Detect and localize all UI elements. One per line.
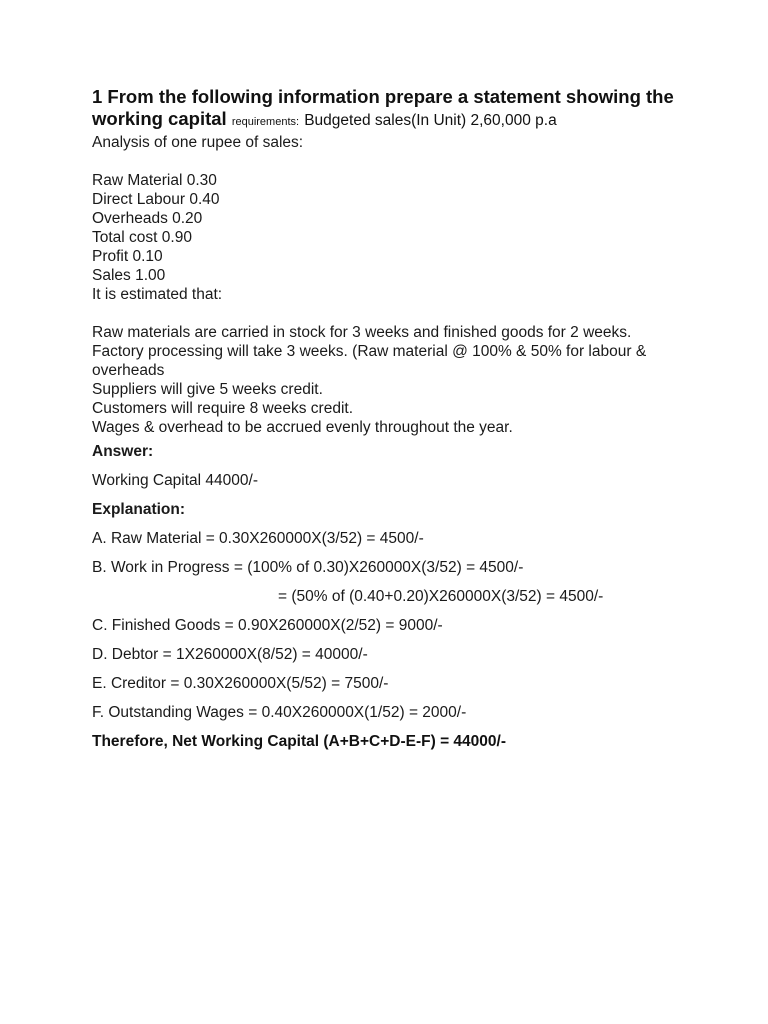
spacer <box>92 304 702 323</box>
answer-value: Working Capital 44000/- <box>92 472 258 489</box>
cost-item: Overheads 0.20 <box>92 210 203 227</box>
assumption-item: Suppliers will give 5 weeks credit. <box>92 381 323 398</box>
calc-work-in-progress-continued: = (50% of (0.40+0.20)X260000X(3/52) = 4500/- <box>278 588 604 605</box>
cost-item: Direct Labour 0.40 <box>92 191 220 208</box>
calc-outstanding-wages: F. Outstanding Wages = 0.40X260000X(1/52) = 2000/- <box>92 704 467 721</box>
question-heading-small: requirements: <box>231 116 300 128</box>
calc-creditor: E. Creditor = 0.30X260000X(5/52) = 7500/- <box>92 675 389 692</box>
assumption-item: Raw materials are carried in stock for 3 weeks and finished goods for 2 weeks. <box>92 324 632 341</box>
calc-finished-goods: C. Finished Goods = 0.90X260000X(2/52) = 9000/- <box>92 617 443 634</box>
question-heading-bold: 1 From the following information prepare a statement showing the working capital <box>92 86 674 129</box>
calc-raw-material: A. Raw Material = 0.30X260000X(3/52) = 4500/- <box>92 530 424 547</box>
assumptions-list <box>92 323 702 437</box>
assumption-item: Wages & overhead to be accrued evenly throughout the year. <box>92 419 513 436</box>
calc-debtor: D. Debtor = 1X260000X(8/52) = 40000/- <box>92 646 368 663</box>
cost-item: Sales 1.00 <box>92 267 166 284</box>
cost-item: Total cost 0.90 <box>92 229 192 246</box>
explanation-label: Explanation: <box>92 501 186 518</box>
assumption-item: Customers will require 8 weeks credit. <box>92 400 354 417</box>
net-working-capital-conclusion: Therefore, Net Working Capital (A+B+C+D-E-F) = 44000/- <box>92 733 507 750</box>
cost-item: Profit 0.10 <box>92 248 163 265</box>
analysis-line: Analysis of one rupee of sales: <box>92 134 304 151</box>
cost-items-list <box>92 171 702 285</box>
document-page <box>92 86 702 751</box>
estimated-intro: It is estimated that: <box>92 286 223 303</box>
assumption-item: Factory processing will take 3 weeks. (Raw material @ 100% & 50% for labour & overheads <box>92 343 647 379</box>
answer-label: Answer: <box>92 443 154 460</box>
spacer <box>92 152 702 171</box>
cost-item: Raw Material 0.30 <box>92 172 217 189</box>
question-heading <box>92 86 702 133</box>
calc-work-in-progress: B. Work in Progress = (100% of 0.30)X260000X(3/52) = 4500/- <box>92 559 524 576</box>
question-heading-tail: Budgeted sales(In Unit) 2,60,000 p.a <box>304 112 557 129</box>
